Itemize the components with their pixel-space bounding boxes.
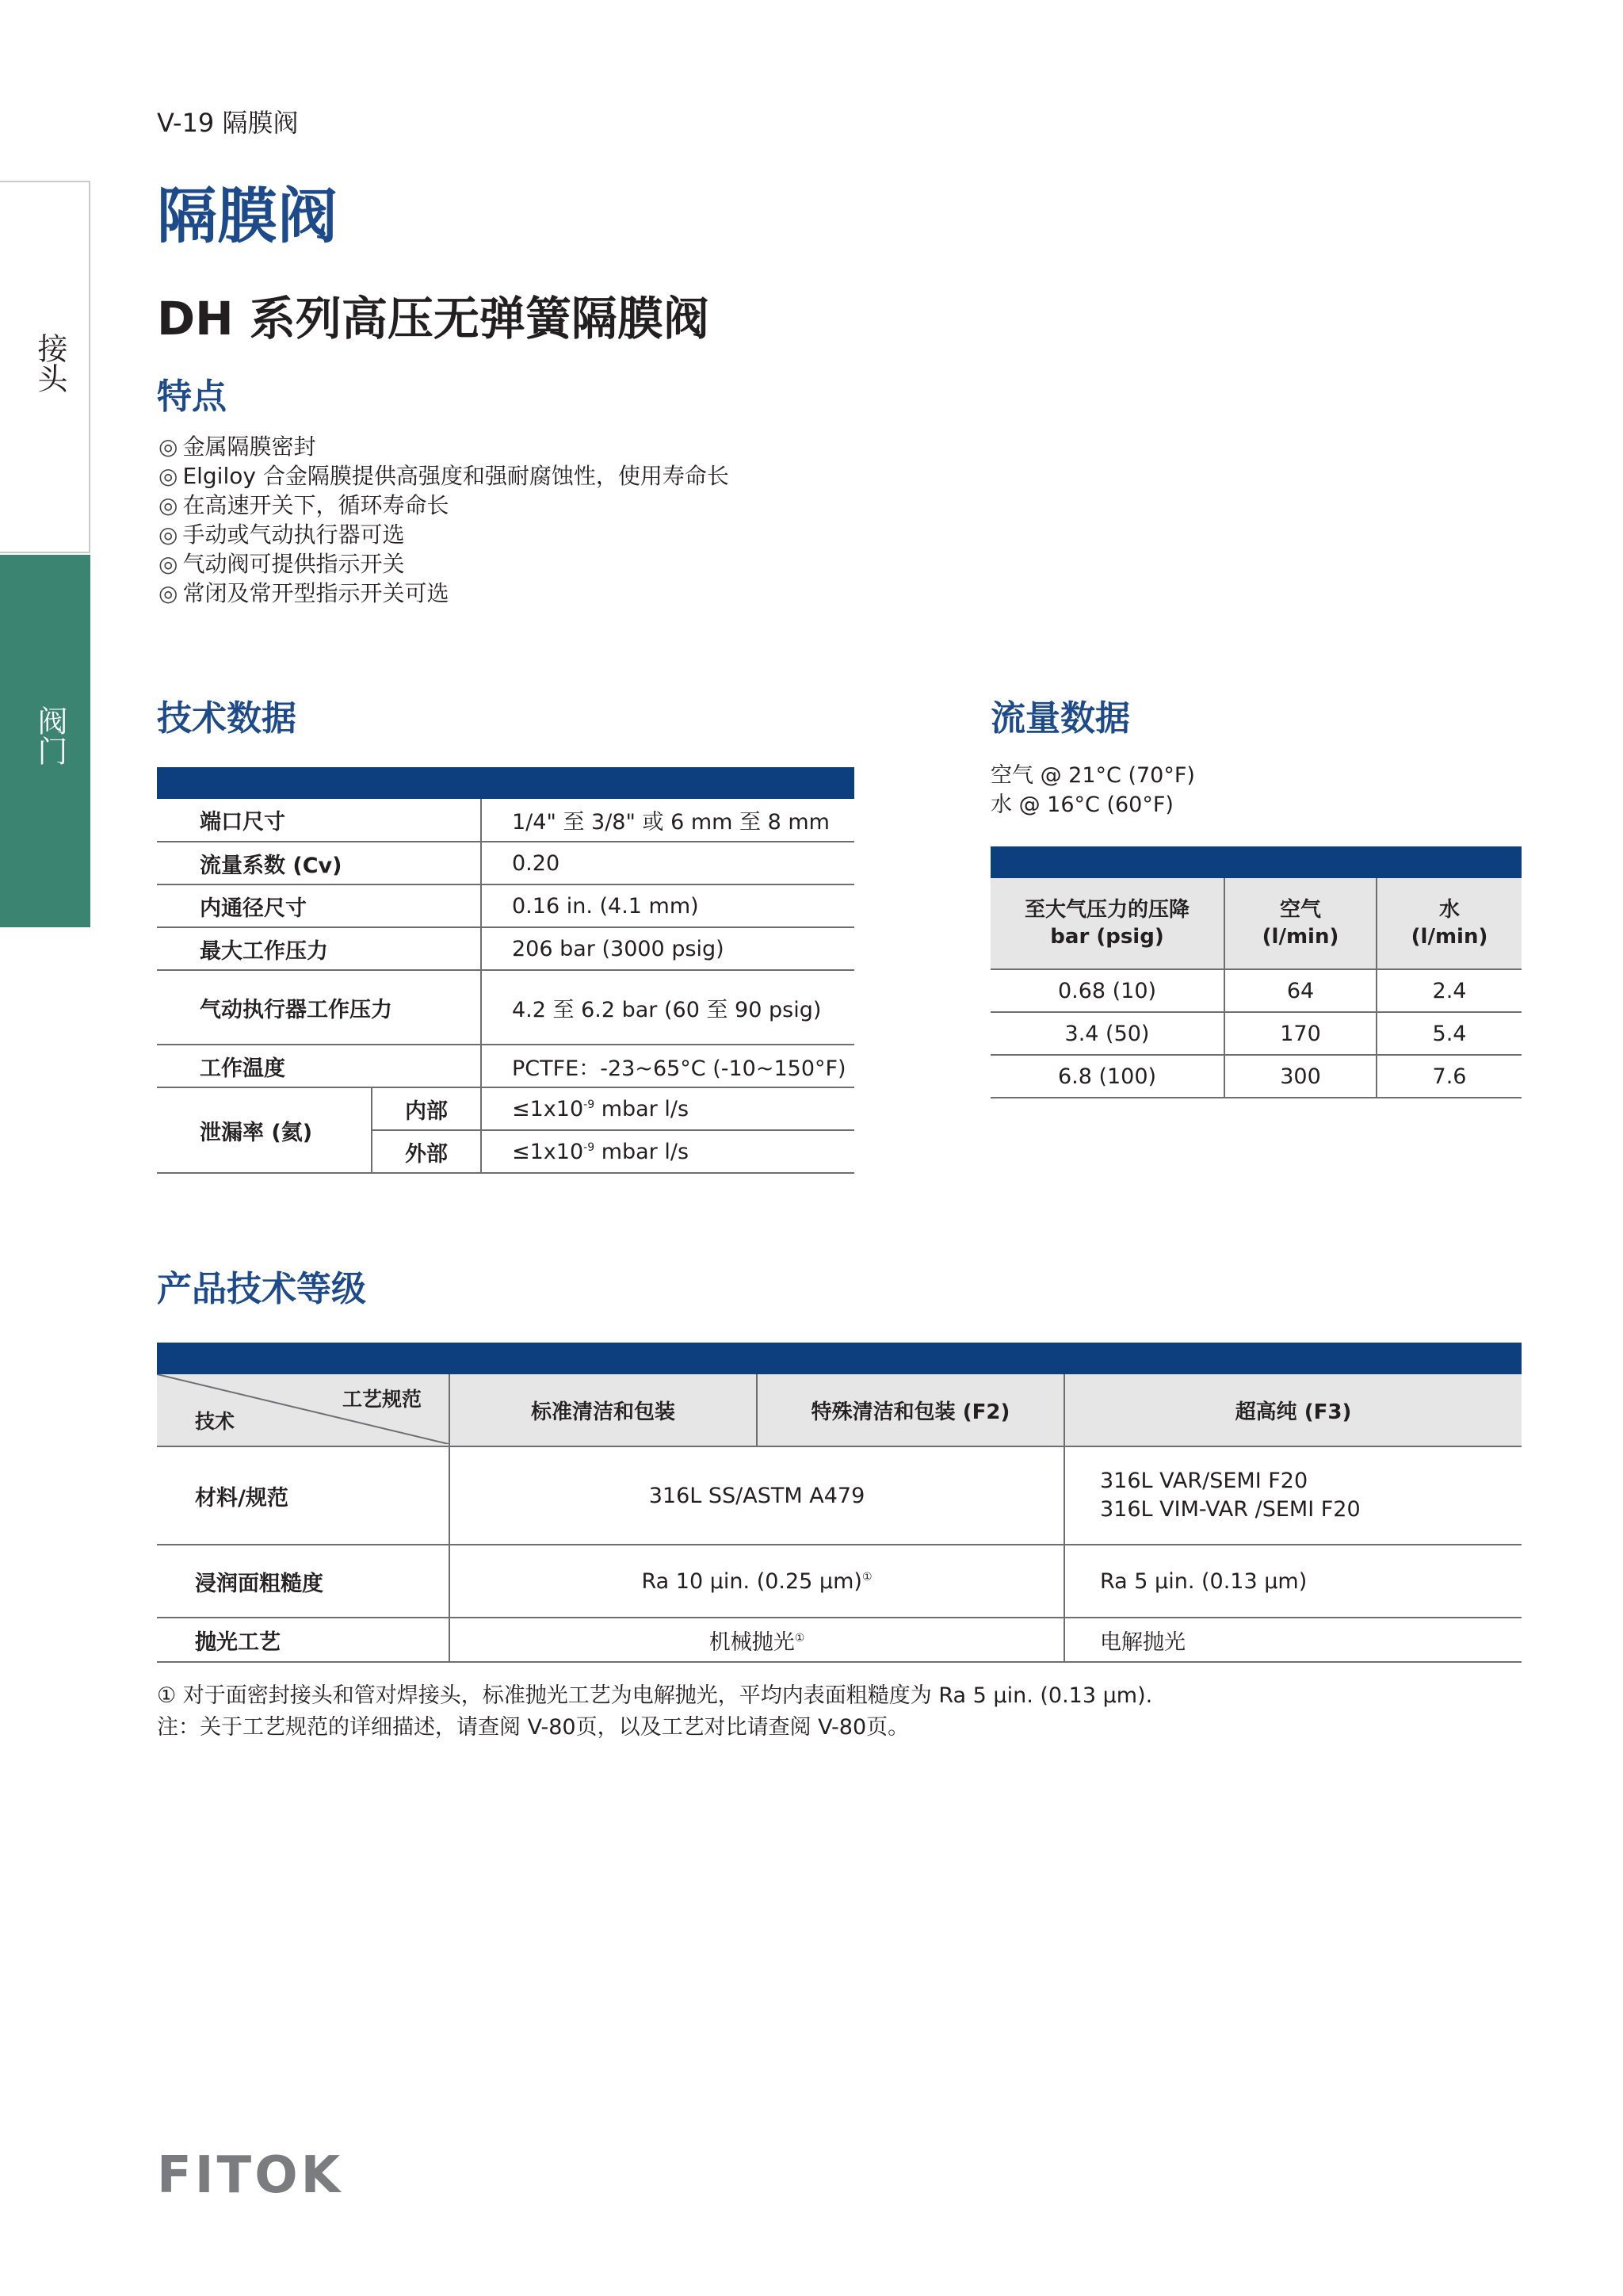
table-row (157, 842, 854, 884)
side-tab-valves-label: 阀门 (32, 705, 67, 766)
row-value: 0.20 (481, 842, 854, 884)
table-row (157, 1045, 854, 1087)
corner-bottom-label: 技术 (195, 1410, 235, 1433)
tech-data-heading: 技术数据 (157, 698, 296, 739)
table-row (991, 1012, 1522, 1055)
side-tab-fittings[interactable] (0, 181, 90, 553)
col-water: 水 (l/min) (1377, 878, 1522, 969)
feature-item: ◎ Elgiloy 合金隔膜提供高强度和强耐腐蚀性，使用寿命长 (158, 463, 729, 489)
leak-rate-label: 泄漏率 (氦) (157, 1087, 372, 1173)
table-row (157, 799, 854, 842)
footnote: ① 对于面密封接头和管对焊接头，标准抛光工艺为电解抛光，平均内表面粗糙度为 Ra 5 μin. (0.13 μm). (157, 1683, 1153, 1708)
row-label: 工作温度 (157, 1045, 481, 1087)
table-row (991, 969, 1522, 1012)
footnotes (157, 1680, 1152, 1744)
cell-air: 170 (1224, 1012, 1377, 1055)
leak-external-value: $\le 1x10^{-9}$ mbar l/s (481, 1130, 854, 1173)
col-standard: 标准清洁和包装 (449, 1374, 757, 1446)
cell-material-uhp: 316L VAR/SEMI F20 316L VIM-VAR /SEMI F20 (1064, 1446, 1522, 1545)
cell-polish-std: 机械抛光① (449, 1618, 1064, 1662)
table-row (991, 1055, 1522, 1098)
condition-water: 水 @ 16°C (60°F) (991, 793, 1174, 817)
side-tab-valves[interactable] (0, 555, 90, 927)
cell-pressure: 3.4 (50) (991, 1012, 1224, 1055)
row-value: PCTFE：-23~65°C (-10~150°F) (481, 1045, 854, 1087)
table-header-row (157, 1374, 1522, 1446)
flow-data-band (991, 846, 1522, 878)
row-value: 4.2 至 6.2 bar (60 至 90 psig) (481, 970, 854, 1045)
table-row (157, 1446, 1522, 1545)
feature-list (158, 432, 729, 608)
flow-conditions (991, 761, 1195, 819)
leak-internal-value: $\le 1x10^{-9}$ mbar l/s (481, 1087, 854, 1130)
flow-data-table (991, 878, 1522, 1098)
page-reference: V-19 隔膜阀 (157, 108, 299, 138)
row-label: 浸润面粗糙度 (157, 1545, 449, 1618)
table-row (157, 1545, 1522, 1618)
grade-band (157, 1343, 1522, 1374)
row-label: 抛光工艺 (157, 1618, 449, 1662)
cell-air: 300 (1224, 1055, 1377, 1098)
cell-water: 7.6 (1377, 1055, 1522, 1098)
feature-item: ◎ 手动或气动执行器可选 (158, 521, 405, 548)
row-label: 端口尺寸 (157, 799, 481, 842)
brand-logo: FITOK (157, 2146, 344, 2205)
table-row (157, 970, 854, 1045)
series-title: DH 系列高压无弹簧隔膜阀 (157, 292, 709, 346)
col-pressure-drop: 至大气压力的压降 bar (psig) (991, 878, 1224, 969)
features-heading: 特点 (157, 376, 227, 417)
row-label: 最大工作压力 (157, 927, 481, 970)
feature-item: ◎ 气动阀可提供指示开关 (158, 551, 405, 577)
bullet-icon: ◎ (158, 521, 178, 548)
table-header-row (991, 878, 1522, 969)
col-air: 空气 (l/min) (1224, 878, 1377, 969)
row-value: 206 bar (3000 psig) (481, 927, 854, 970)
page-title: 隔膜阀 (157, 181, 338, 251)
condition-air: 空气 @ 21°C (70°F) (991, 763, 1195, 788)
corner-header (157, 1374, 449, 1446)
row-label: 内通径尺寸 (157, 884, 481, 927)
bullet-icon: ◎ (158, 551, 178, 577)
feature-item: ◎ 金属隔膜密封 (158, 434, 316, 460)
row-label: 流量系数 (Cv) (157, 842, 481, 884)
feature-item: ◎ 常闭及常开型指示开关可选 (158, 580, 449, 606)
tech-data-table (157, 799, 854, 1174)
grade-table (157, 1374, 1522, 1663)
cell-air: 64 (1224, 969, 1377, 1012)
cell-rough-uhp: Ra 5 μin. (0.13 μm) (1064, 1545, 1522, 1618)
row-value: 0.16 in. (4.1 mm) (481, 884, 854, 927)
table-row (157, 884, 854, 927)
row-label: 气动执行器工作压力 (157, 970, 481, 1045)
note: 注：关于工艺规范的详细描述，请查阅 V-80页，以及工艺对比请查阅 V-80页。 (157, 1715, 910, 1740)
corner-top-label: 工艺规范 (342, 1388, 422, 1411)
bullet-icon: ◎ (158, 492, 178, 518)
row-value: 1/4" 至 3/8" 或 6 mm 至 8 mm (481, 799, 854, 842)
flow-data-heading: 流量数据 (991, 698, 1130, 739)
cell-pressure: 6.8 (100) (991, 1055, 1224, 1098)
cell-rough-std: Ra 10 μin. (0.25 μm)① (449, 1545, 1064, 1618)
cell-pressure: 0.68 (10) (991, 969, 1224, 1012)
leak-internal-label: 内部 (372, 1087, 481, 1130)
table-row (157, 1087, 854, 1130)
feature-item: ◎ 在高速开关下，循环寿命长 (158, 492, 449, 518)
bullet-icon: ◎ (158, 463, 178, 489)
table-row (157, 927, 854, 970)
grade-heading: 产品技术等级 (157, 1269, 366, 1309)
table-row (157, 1618, 1522, 1662)
tech-data-band (157, 767, 854, 799)
bullet-icon: ◎ (158, 580, 178, 606)
cell-water: 2.4 (1377, 969, 1522, 1012)
row-label: 材料/规范 (157, 1446, 449, 1545)
bullet-icon: ◎ (158, 434, 178, 460)
cell-polish-uhp: 电解抛光 (1064, 1618, 1522, 1662)
leak-external-label: 外部 (372, 1130, 481, 1173)
col-uhp: 超高纯 (F3) (1064, 1374, 1522, 1446)
side-tab-fittings-label: 接头 (32, 333, 67, 393)
col-special: 特殊清洁和包装 (F2) (757, 1374, 1064, 1446)
cell-material-std: 316L SS/ASTM A479 (449, 1446, 1064, 1545)
cell-water: 5.4 (1377, 1012, 1522, 1055)
